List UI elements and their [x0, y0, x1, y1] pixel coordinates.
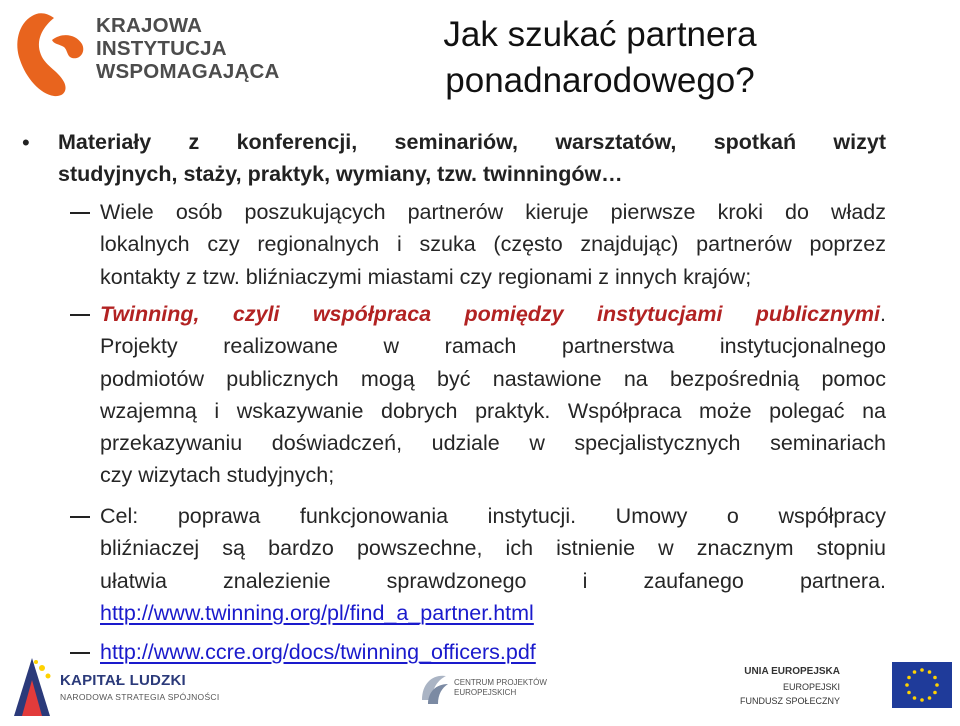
sub-item-1-line-2: lokalnych czy regionalnych i szuka (często znajdując) partnerów poprzez	[100, 232, 886, 257]
cpe-mark-icon	[418, 670, 450, 706]
main-bullet-text	[58, 126, 886, 190]
kapital-ludzki-subtext: NARODOWA STRATEGIA SPÓJNOŚCI	[60, 692, 220, 702]
sub-item-2-line-1	[100, 298, 886, 330]
sub-item-1-line-1: Wiele osób poszukujących partnerów kieruje pierwsze kroki do władz	[100, 200, 886, 224]
eu-flag-icon	[892, 662, 952, 708]
eu-star-icon	[928, 670, 932, 674]
eu-star-icon	[935, 683, 939, 687]
cpe-text-line-1: CENTRUM PROJEKTÓW	[454, 678, 547, 687]
sub-item-3-line-3: ułatwia znalezienie sprawdzonego i zaufanego partnera.	[100, 568, 886, 593]
ccre-twinning-officers-link[interactable]: http://www.ccre.org/docs/twinning_officers.pdf	[100, 640, 536, 664]
kapital-ludzki-mark-icon	[8, 654, 56, 718]
logo-text-line-2: INSTYTUCJA	[96, 37, 227, 60]
eu-star-icon	[907, 676, 911, 680]
title-line-1: Jak szukać partnera	[443, 15, 757, 54]
cpe-logo	[418, 666, 558, 710]
sub-item-text	[100, 500, 886, 629]
sub-item-2-line-4: wzajemną i wskazywanie dobrych praktyk. Współpraca może polegać na	[100, 398, 886, 423]
dash-icon	[70, 212, 90, 214]
cpe-text-line-2: EUROPEJSKICH	[454, 688, 517, 697]
eu-text-line-3: FUNDUSZ SPOŁECZNY	[739, 696, 840, 706]
eu-star-icon	[907, 691, 911, 695]
main-bullet-line-1: Materiały z konferencji, seminariów, warsztatów, spotkań wizyt	[58, 130, 886, 154]
logo-text-line-1: KRAJOWA	[96, 14, 203, 37]
twinning-heading: Twinning, czyli współpraca pomiędzy instytucjami publicznymi	[100, 302, 881, 326]
sub-item-2-line-2: Projekty realizowane w ramach partnerstwa instytucjonalnego	[100, 334, 886, 359]
eu-text-line-1: UNIA EUROPEJSKA	[744, 666, 840, 677]
kapital-ludzki-logo	[8, 652, 248, 720]
eu-star-icon	[933, 676, 937, 680]
page-title	[390, 12, 810, 104]
title-line-2: ponadnarodowego?	[445, 61, 755, 100]
dash-icon	[70, 314, 90, 316]
twinning-heading-period: .	[880, 302, 886, 326]
eu-star-icon	[933, 691, 937, 695]
eu-star-icon	[905, 683, 909, 687]
sub-item-2-line-6: czy wizytach studyjnych;	[100, 463, 335, 488]
eu-text-line-2: EUROPEJSKI	[782, 682, 840, 692]
sub-item-2-line-5: przekazywaniu doświadczeń, udziale w specjalistycznych seminariach	[100, 431, 886, 456]
institution-logo	[14, 10, 294, 100]
eu-logo	[739, 660, 952, 716]
main-bullet-line-2: studyjnych, staży, praktyk, wymiany, tzw. twinningów…	[58, 162, 623, 186]
sub-item-text	[100, 196, 886, 293]
logo-text-line-3: WSPOMAGAJĄCA	[96, 60, 280, 83]
sub-item-3-line-1: Cel: poprawa funkcjonowania instytucji. Umowy o współpracy	[100, 504, 886, 528]
bullet-dot-icon: •	[22, 130, 30, 155]
sub-item-1-line-3: kontakty z tzw. bliźniaczymi miastami czy regionami z innych krajów;	[100, 264, 752, 289]
eu-star-icon	[920, 668, 924, 672]
eu-star-icon	[913, 670, 917, 674]
cpe-text	[454, 678, 547, 698]
eu-star-icon	[928, 696, 932, 700]
logo-mark-icon	[14, 10, 86, 100]
eu-star-icon	[920, 698, 924, 702]
sub-item-3-line-2: bliźniaczej są bardzo powszechne, ich istnienie w znacznym stopniu	[100, 536, 886, 561]
kapital-ludzki-text: KAPITAŁ LUDZKI	[60, 672, 186, 689]
dash-icon	[70, 516, 90, 518]
sub-item-text	[100, 298, 886, 492]
sub-item-2-line-3: podmiotów publicznych mogą być nastawione na bezpośrednią pomoc	[100, 366, 886, 391]
twinning-partner-link[interactable]: http://www.twinning.org/pl/find_a_partner.html	[100, 600, 534, 625]
eu-star-icon	[913, 696, 917, 700]
